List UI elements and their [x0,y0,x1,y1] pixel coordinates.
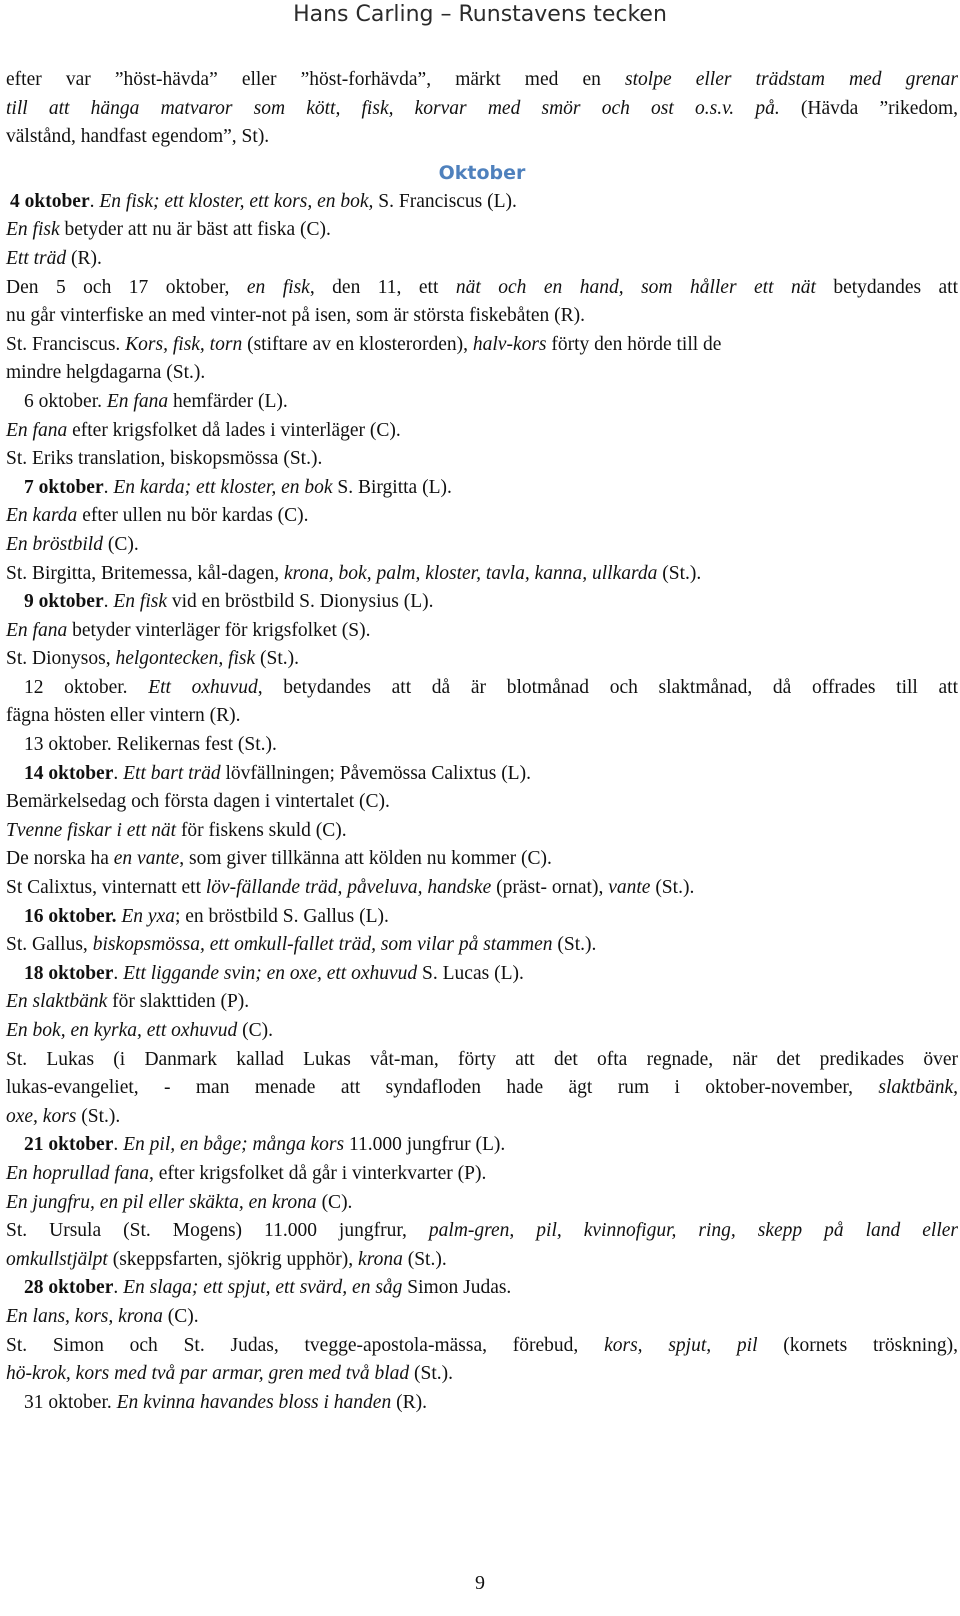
text-run: (St.). [409,1363,453,1385]
text-line [6,1103,958,1132]
italic-term: En jungfru, en pil eller skäkta, en krona [6,1191,317,1213]
date-label: 9 oktober [24,591,104,613]
date-label: 7 oktober [24,476,104,498]
text-run: . [113,962,124,984]
text-line [6,502,958,531]
italic-term: En pil, en båge; många kors [123,1134,345,1156]
text-run: . [113,1277,124,1299]
text-line [6,645,958,674]
date-label: 21 oktober [24,1134,114,1156]
text-line [6,674,958,703]
italic-term: stolpe eller trädstam med grenar [625,69,958,90]
text-line [6,617,958,646]
text-line [6,245,958,274]
text-line [6,874,958,903]
text-line [6,788,958,817]
text-line [6,1389,958,1418]
italic-term: En karda; ett kloster, en bok [113,476,333,498]
italic-term: oxe, kors [6,1105,77,1127]
text-line [6,445,958,474]
text-run: , den 11, ett [309,276,456,298]
date-label: 28 oktober [24,1277,114,1299]
italic-term: En fana [6,619,68,641]
italic-term: Ett oxhuvud [148,676,258,698]
text-line [6,1217,958,1246]
text-line [6,531,958,560]
italic-term: biskopsmössa, ett omkull-fallet träd, som vilar på stammen [92,934,553,956]
date-label: 14 oktober [24,762,114,784]
text-line [6,417,958,446]
text-run: St. Birgitta, Britemessa, kål-dagen, [6,562,285,584]
text-line [6,1131,958,1160]
text-run: betyder att nu är bäst att fiska (C). [59,219,331,241]
text-run: 13 oktober. Relikernas fest (St.). [24,734,277,756]
text-run: (St.). [402,1248,447,1270]
text-line [6,388,958,417]
text-line [6,988,958,1017]
text-line [6,1017,958,1046]
text-run: efter var ”höst-hävda” eller ”höst-forhävda”, märkt med en [6,69,626,90]
body-text [6,66,958,1417]
text-run: (St.). [76,1105,121,1127]
italic-term: till att hänga matvaror som kött, fisk, korvar med smör och ost o.s.v. på. [6,97,780,119]
text-run: (St.). [255,648,300,670]
italic-term: krona, bok, palm, kloster, tavla, kanna, ullkarda [284,562,658,584]
italic-term: helgontecken, fisk [115,648,256,670]
text-run: (stiftare av en klosterorden), [242,333,473,355]
text-run: hemfärder (L). [168,390,288,412]
italic-term: halv-kors [472,333,547,355]
text-line [6,588,958,617]
italic-term: En lans, kors, krona [6,1305,163,1327]
text-run: efter ullen nu bör kardas (C). [77,505,309,527]
text-run: (R). [66,247,102,269]
text-run: förty den hörde till de [546,333,722,355]
text-run: vid en bröstbild S. Dionysius (L). [167,591,434,613]
text-line [6,702,958,731]
italic-term: En fana [106,390,169,412]
text-run: , betydandes att då är blotmånad och slaktmånad, då offrades till att [257,676,958,698]
text-line [6,359,958,388]
text-run: (Hävda ”rikedom, [779,97,958,119]
italic-term: Ett träd [6,247,67,269]
text-run: (St.). [552,934,597,956]
text-line [6,216,958,245]
italic-term: hö-krok, kors med två par armar, gren med två blad [6,1363,410,1385]
italic-term: kors, spjut, pil [604,1334,758,1356]
italic-term: Ett liggande svin; en oxe, ett oxhuvud [123,962,418,984]
text-run: (C). [162,1305,199,1327]
text-run: , som giver tillkänna att kölden nu kommer (C). [179,848,552,870]
text-line [6,1246,958,1275]
text-line [6,1074,958,1103]
italic-term: vante [608,877,651,899]
text-run: St. Eriks translation, biskopsmössa (St.). [6,448,323,470]
italic-term: nät och en hand, som håller ett nät [455,276,816,298]
text-run: lukas-evangeliet, - man menade att syndafloden hade ägt rum i oktober-november, [6,1077,879,1099]
italic-term: En karda [6,505,78,527]
italic-term: omkullstjälpt [6,1248,108,1270]
text-run: St. Simon och St. Judas, tvegge-apostola-mässa, förebud, [6,1334,605,1356]
text-run: betydandes att [815,276,958,298]
date-label: 16 oktober. [24,905,117,927]
text-run: . [89,190,100,212]
text-run: 12 oktober. [24,676,149,698]
text-run: för slakttiden (P). [107,991,250,1013]
text-run: St Calixtus, vinternatt ett [6,877,206,899]
text-run: S. Lucas (L). [417,962,524,984]
italic-term: En hoprullad fana [6,1162,150,1184]
text-run: 11.000 jungfrur (L). [344,1134,506,1156]
text-run: Den 5 och 17 oktober, [6,276,247,298]
text-run: S. Franciscus (L). [373,190,517,212]
text-run: St. Ursula (St. Mogens) 11.000 jungfrur, [6,1220,429,1242]
italic-term: En fana [6,419,68,441]
italic-term: En fisk [6,219,60,241]
text-run: (skeppsfarten, sjökrig upphör), [107,1248,359,1270]
text-run: (St.). [657,562,702,584]
section-heading: Oktober [438,161,526,184]
text-run: lövfällningen; Påvemössa Calixtus (L). [220,762,531,784]
text-run: . [113,762,124,784]
text-line [6,474,958,503]
text-line [6,1274,958,1303]
text-line [6,274,958,303]
text-run: fägna hösten eller vintern (R). [6,705,241,727]
text-line [6,760,958,789]
text-line [6,188,958,217]
date-label: 4 oktober [10,190,90,212]
text-run: nu går vinterfiske an med vinter-not på isen, som är största fiskebåten (R). [6,305,586,327]
italic-term: slaktbänk, [878,1077,958,1099]
text-line [6,960,958,989]
text-run: St. Gallus, [6,934,93,956]
text-run: mindre helgdagarna (St.). [6,362,206,384]
text-run: ; en bröstbild S. Gallus (L). [174,905,389,927]
page-number: 9 [475,1572,485,1594]
text-run: (C). [316,1191,353,1213]
italic-term: palm-gren, pil, kvinnofigur, ring, skepp på land eller [428,1220,958,1242]
italic-term: krona [358,1248,403,1270]
text-line [6,1360,958,1389]
text-line [6,1303,958,1332]
text-line [6,845,958,874]
text-run: , efter krigsfolket då går i vinterkvarter (P). [149,1162,487,1184]
date-label: 18 oktober [24,962,114,984]
text-run: . [103,591,114,613]
text-line [6,731,958,760]
italic-term: löv-fällande träd, påveluva, handske [205,877,492,899]
text-run: St. Franciscus. [6,333,126,355]
italic-term: En fisk [113,591,167,613]
text-run: Bemärkelsedag och första dagen i vintertalet (C). [6,791,390,813]
text-line [6,1332,958,1361]
text-run: 6 oktober. [24,390,107,412]
italic-term: en fisk [246,276,310,298]
text-line [6,817,958,846]
text-line [6,331,958,360]
text-run: (R). [391,1391,427,1413]
text-run: (C). [102,533,139,555]
text-run: S. Birgitta (L). [332,476,452,498]
italic-term: En slaktbänk [6,991,108,1013]
text-run: De norska ha [6,848,114,870]
italic-term: En bok, en kyrka, ett oxhuvud [6,1020,238,1041]
italic-term: En yxa [121,905,175,927]
text-run: (präst- ornat), [491,877,609,899]
text-run: St. Lukas (i Danmark kallad Lukas våt-man, förty att det ofta regnade, när det predikades över [6,1048,958,1070]
running-header: Hans Carling – Runstavens tecken [293,2,667,27]
italic-term: Kors, fisk, torn [125,333,243,355]
italic-term: En kvinna havandes bloss i handen [116,1391,392,1413]
text-line [6,95,958,124]
text-line [6,1189,958,1218]
text-run: St. Dionysos, [6,648,116,670]
text-line [6,1160,958,1189]
text-run: för fiskens skuld (C). [176,819,347,841]
text-run: efter krigsfolket då lades i vinterläger (C). [67,419,401,441]
italic-term: Ett bart träd [123,762,221,784]
italic-term: En bröstbild [6,533,103,555]
text-run: (kornets tröskning), [757,1334,958,1356]
text-run: . [103,476,114,498]
text-line [6,66,958,95]
text-line [6,123,958,152]
text-run: (C). [237,1020,273,1041]
italic-term: En fisk; ett kloster, ett kors, en bok, [99,190,374,212]
italic-term: en vante [113,848,180,870]
text-run: Simon Judas. [402,1277,512,1299]
text-run: (St.). [650,877,695,899]
text-run: välstånd, handfast egendom”, St). [6,126,270,148]
text-line [6,560,958,589]
text-run: . [113,1134,124,1156]
text-line [6,931,958,960]
italic-term: Tvenne fiskar i ett nät [6,819,177,841]
text-line [6,903,958,932]
text-line [6,1046,958,1075]
text-line [6,302,958,331]
italic-term: En slaga; ett spjut, ett svärd, en såg [123,1277,403,1299]
text-run: betyder vinterläger för krigsfolket (S). [67,619,371,641]
text-run: 31 oktober. [24,1391,117,1413]
